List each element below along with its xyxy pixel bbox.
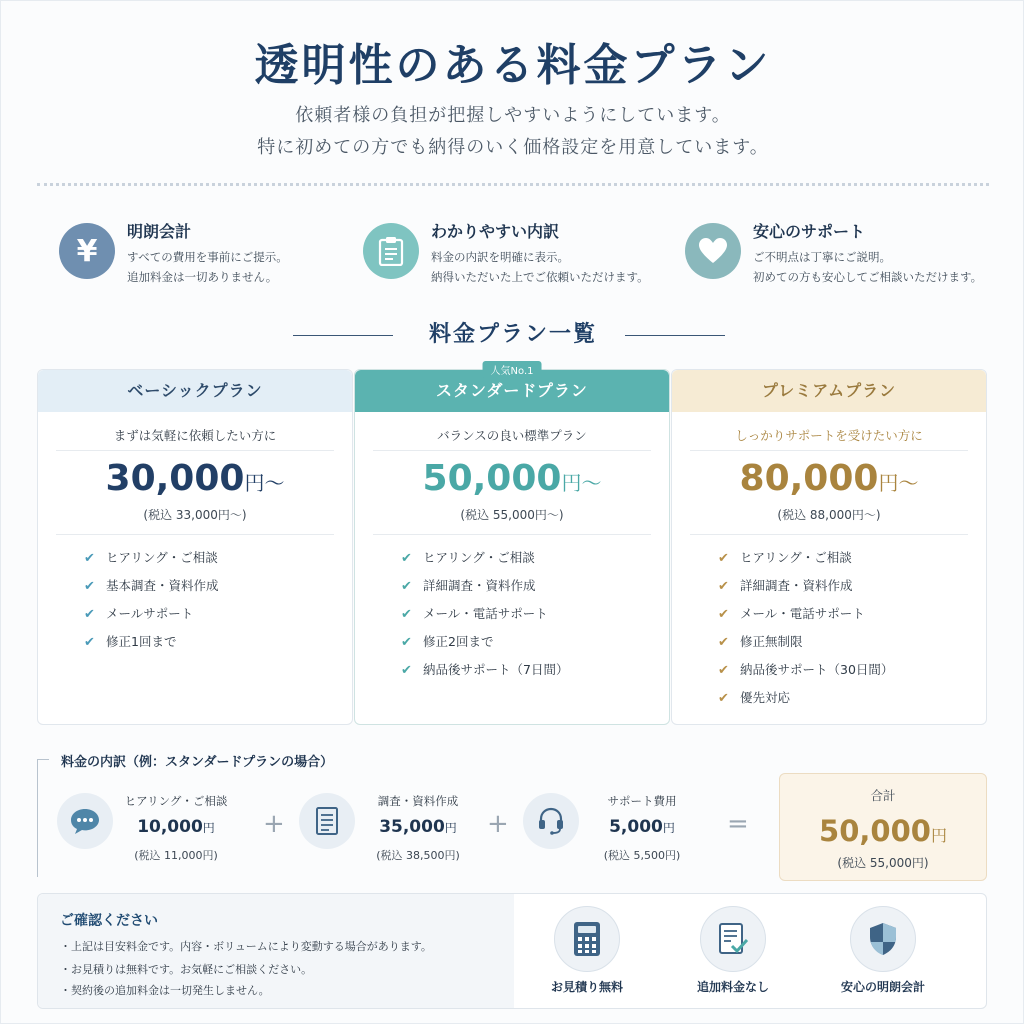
feature-clear-pricing xyxy=(59,215,349,295)
plan-feature-item: ✔ 納品後サポート（7日間） xyxy=(401,660,568,688)
shield-icon xyxy=(850,906,916,972)
plan-price: 30,000円～ xyxy=(105,458,285,499)
plan-feature-item: ✔ ヒアリング・ご相談 xyxy=(401,548,568,576)
breakdown-item-hearing xyxy=(57,789,237,869)
plan-feature-item: ✔ 修正2回まで xyxy=(401,632,568,660)
breakdown-item-support xyxy=(523,789,703,869)
calculator-icon xyxy=(554,906,620,972)
feature-text: 初めての方も安心してご相談いただけます。 xyxy=(753,270,983,284)
badge-label: お見積り無料 xyxy=(550,980,623,994)
feature-breakdown xyxy=(363,215,673,295)
breakdown-tax: (税込 5,500円) xyxy=(603,849,681,862)
breakdown-tax: (税込 38,500円) xyxy=(376,849,460,862)
document-icon xyxy=(299,793,355,849)
plan-feature-item: ✔ ヒアリング・ご相談 xyxy=(84,548,219,576)
divider xyxy=(373,450,651,451)
plan-card-basic[interactable] xyxy=(37,369,353,725)
section-title: 料金プラン一覧 xyxy=(428,321,597,347)
plan-tagline: バランスの良い標準プラン xyxy=(437,428,587,443)
check-icon: ✔ xyxy=(401,635,412,650)
check-icon: ✔ xyxy=(84,607,95,622)
total-box xyxy=(779,773,987,881)
plan-feature-item: ✔ 基本調査・資料作成 xyxy=(84,576,219,604)
feature-title: 明朗会計 xyxy=(127,222,192,241)
page-subtitle-line1: 依頼者様の負担が把握しやすいようにしています。 xyxy=(295,105,731,126)
breakdown-label: ヒアリング・ご相談 xyxy=(124,794,228,808)
plan-feature-item: ✔ 詳細調査・資料作成 xyxy=(718,576,893,604)
checklist-icon xyxy=(700,906,766,972)
total-label: 合計 xyxy=(870,788,896,803)
plan-tax: (税込 33,000円～) xyxy=(143,508,247,522)
plan-name: スタンダードプラン xyxy=(355,370,669,412)
check-icon: ✔ xyxy=(718,635,729,650)
plan-tagline: まずは気軽に依頼したい方に xyxy=(113,428,277,443)
confirm-note: ・契約後の追加料金は一切発生しません。 xyxy=(60,984,270,997)
feature-title: 安心のサポート xyxy=(753,222,866,241)
breakdown-title: 料金の内訳（例：スタンダードプランの場合） xyxy=(61,755,334,770)
plan-feature-item: ✔ メール・電話サポート xyxy=(718,604,893,632)
check-icon: ✔ xyxy=(401,551,412,566)
check-icon: ✔ xyxy=(401,579,412,594)
divider xyxy=(56,450,334,451)
breakdown-value: 10,000円 xyxy=(137,817,215,837)
confirm-box xyxy=(37,893,987,1009)
feature-text: ご不明点は丁寧にご説明。 xyxy=(753,250,891,264)
plan-feature-item: ✔ メールサポート xyxy=(84,604,219,632)
plan-feature-item: ✔ 修正1回まで xyxy=(84,632,219,660)
check-icon: ✔ xyxy=(718,607,729,622)
breakdown-label: サポート費用 xyxy=(607,794,677,808)
plan-feature-item: ✔ メール・電話サポート xyxy=(401,604,568,632)
plan-tax: (税込 88,000円～) xyxy=(777,508,881,522)
plan-card-premium[interactable] xyxy=(671,369,987,725)
check-icon: ✔ xyxy=(718,691,729,706)
plan-tax: (税込 55,000円～) xyxy=(460,508,564,522)
plan-card-standard[interactable] xyxy=(354,366,670,725)
check-icon: ✔ xyxy=(401,663,412,678)
check-icon: ✔ xyxy=(84,551,95,566)
plus-sign: + xyxy=(487,809,509,839)
plan-price: 80,000円～ xyxy=(739,458,919,499)
page-title: 透明性のある料金プラン xyxy=(254,40,772,91)
plan-tagline: しっかりサポートを受けたい方に xyxy=(735,428,923,443)
feature-title: わかりやすい内訳 xyxy=(431,222,560,241)
check-icon: ✔ xyxy=(718,579,729,594)
breakdown-value: 5,000円 xyxy=(609,817,675,837)
feature-text: 納得いただいた上でご依頼いただけます。 xyxy=(431,270,649,284)
breakdown-tax: (税込 11,000円) xyxy=(134,849,218,862)
breakdown-bracket xyxy=(37,759,49,877)
total-value: 50,000円 xyxy=(819,814,947,848)
confirm-note: ・上記は目安料金です。内容・ボリュームにより変動する場合があります。 xyxy=(60,940,432,953)
heart-icon xyxy=(685,223,741,279)
plan-name: プレミアムプラン xyxy=(672,370,986,412)
yen-icon: ¥ xyxy=(59,223,115,279)
feature-text: すべての費用を事前にご提示。 xyxy=(127,250,288,264)
divider xyxy=(690,534,968,535)
breakdown-item-research xyxy=(299,789,479,869)
check-icon: ✔ xyxy=(84,635,95,650)
plan-feature-item: ✔ 詳細調査・資料作成 xyxy=(401,576,568,604)
divider xyxy=(373,534,651,535)
confirm-note: ・お見積りは無料です。お気軽にご相談ください。 xyxy=(60,963,313,976)
divider xyxy=(56,534,334,535)
dotted-divider xyxy=(37,183,989,186)
popular-badge: 人気No.1 xyxy=(483,361,542,378)
plan-features xyxy=(84,548,219,660)
check-icon: ✔ xyxy=(401,607,412,622)
plan-feature-item: ✔ 修正無制限 xyxy=(718,632,893,660)
plan-price: 50,000円～ xyxy=(422,458,602,499)
plan-features xyxy=(401,548,568,688)
feature-text: 追加料金は一切ありません。 xyxy=(127,270,278,284)
plus-sign: + xyxy=(263,809,285,839)
breakdown-label: 調査・資料作成 xyxy=(377,794,459,808)
chat-bubble-icon xyxy=(57,793,113,849)
divider xyxy=(690,450,968,451)
total-tax: (税込 55,000円) xyxy=(837,856,929,870)
plan-feature-item: ✔ 納品後サポート（30日間） xyxy=(718,660,893,688)
heading-rule-right xyxy=(625,335,725,336)
page-subtitle-line2: 特に初めての方でも納得のいく価格設定を用意しています。 xyxy=(257,137,769,158)
plan-name: ベーシックプラン xyxy=(38,370,352,412)
clipboard-icon xyxy=(363,223,419,279)
plan-features xyxy=(718,548,893,716)
plan-feature-item: ✔ 優先対応 xyxy=(718,688,893,716)
confirm-title: ご確認ください xyxy=(60,913,158,929)
plan-feature-item: ✔ ヒアリング・ご相談 xyxy=(718,548,893,576)
equals-sign: = xyxy=(727,809,749,839)
headset-icon xyxy=(523,793,579,849)
feature-text: 料金の内訳を明確に表示。 xyxy=(431,250,569,264)
check-icon: ✔ xyxy=(718,663,729,678)
badge-label: 安心の明朗会計 xyxy=(840,980,925,994)
check-icon: ✔ xyxy=(84,579,95,594)
feature-support xyxy=(685,215,1005,295)
breakdown-value: 35,000円 xyxy=(379,817,457,837)
badge-label: 追加料金なし xyxy=(696,980,769,994)
check-icon: ✔ xyxy=(718,551,729,566)
